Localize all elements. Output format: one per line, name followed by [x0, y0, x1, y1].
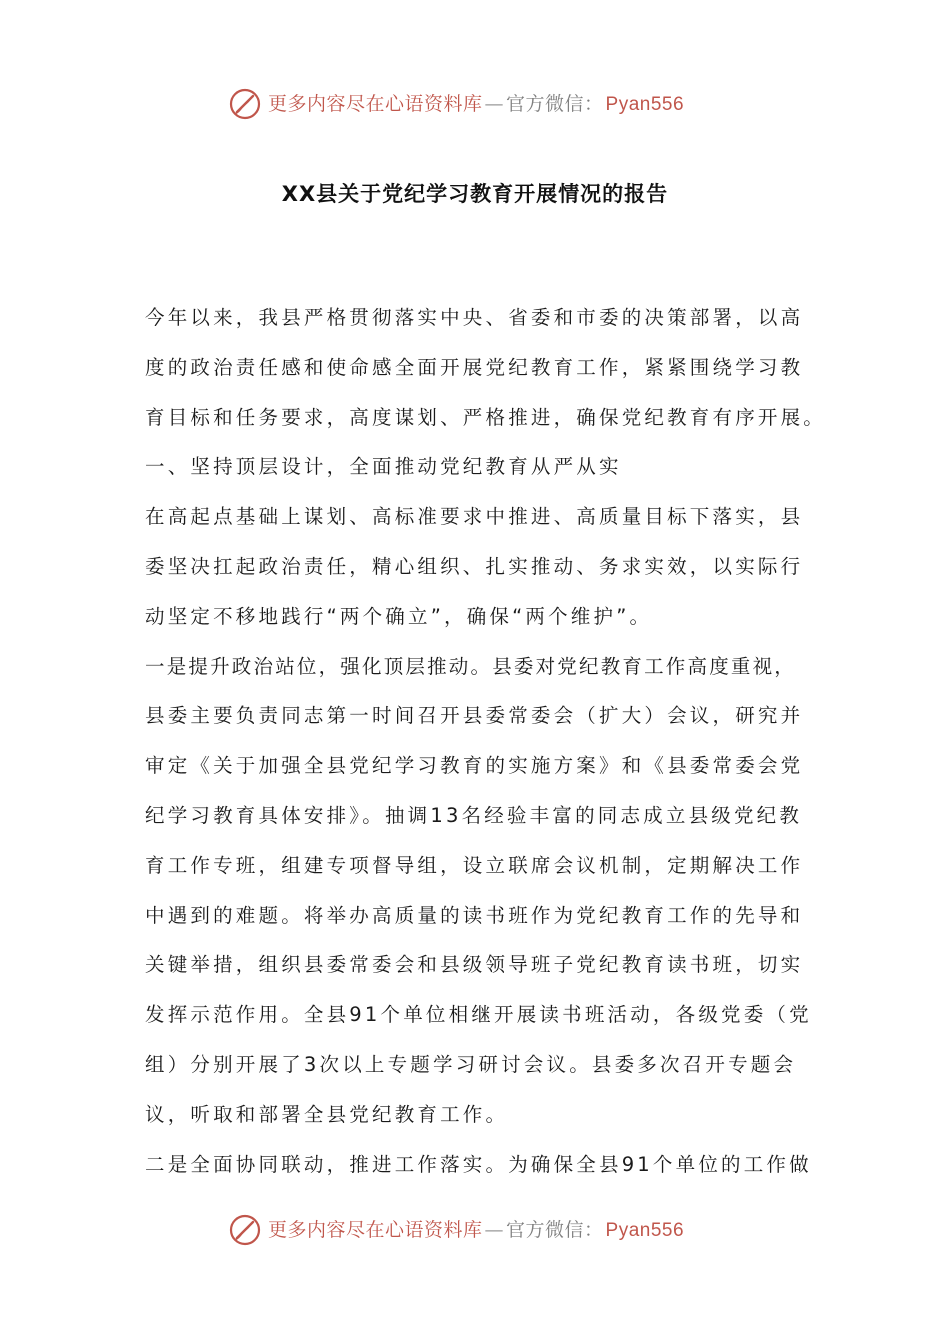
banner-tail-text: 官方微信：	[506, 92, 604, 115]
body-line: 育目标和任务要求，高度谋划、严格推进，确保党纪教育有序开展。	[145, 405, 827, 429]
banner-dash: —	[484, 1218, 505, 1241]
body-line: 二是全面协同联动，推进工作落实。为确保全县91个单位的工作做	[145, 1152, 812, 1176]
body-line: 育工作专班，组建专项督导组，设立联席会议机制，定期解决工作	[145, 853, 804, 877]
banner-text	[268, 1218, 685, 1241]
body-line: 度的政治责任感和使命感全面开展党纪教育工作，紧紧围绕学习教	[145, 355, 804, 379]
body-line: 委坚决扛起政治责任，精心组织、扎实推动、务求实效，以实际行	[145, 554, 804, 578]
banner-text	[268, 92, 685, 115]
body-line: 县委主要负责同志第一时间召开县委常委会（扩大）会议，研究并	[145, 704, 804, 728]
banner-lead-text: 更多内容尽在心语资料库	[268, 1218, 483, 1241]
quill-pen-icon	[228, 1213, 262, 1247]
banner-wechat-id: Pyan556	[605, 93, 685, 115]
body-line: 发挥示范作用。全县91个单位相继开展读书班活动，各级党委（党	[145, 1003, 812, 1027]
footer-watermark-banner	[228, 1210, 684, 1250]
quill-pen-icon	[228, 87, 262, 121]
body-line: 中遇到的难题。将举办高质量的读书班作为党纪教育工作的先导和	[145, 903, 804, 927]
document-body	[145, 300, 827, 1196]
body-line: 纪学习教育具体安排》。抽调13名经验丰富的同志成立县级党纪教	[145, 803, 803, 827]
document-title: XX县关于党纪学习教育开展情况的报告	[281, 182, 669, 206]
body-line: 组）分别开展了3次以上专题学习研讨会议。县委多次召开专题会	[145, 1052, 797, 1076]
body-line: 议，听取和部署全县党纪教育工作。	[145, 1102, 509, 1126]
body-line: 一是提升政治站位，强化顶层推动。县委对党纪教育工作高度重视，	[145, 654, 797, 678]
banner-tail-text: 官方微信：	[506, 1218, 604, 1241]
body-line: 今年以来，我县严格贯彻落实中央、省委和市委的决策部署，以高	[145, 306, 804, 329]
body-line: 动坚定不移地践行“两个确立”，确保“两个维护”。	[145, 604, 653, 628]
body-line: 在高起点基础上谋划、高标准要求中推进、高质量目标下落实，县	[145, 505, 804, 529]
header-watermark-banner	[228, 84, 684, 124]
banner-wechat-id: Pyan556	[605, 1219, 685, 1241]
banner-lead-text: 更多内容尽在心语资料库	[268, 92, 483, 115]
section-heading: 一、坚持顶层设计，全面推动党纪教育从严从实	[145, 455, 622, 479]
banner-dash: —	[484, 92, 505, 115]
body-line: 关键举措，组织县委常委会和县级领导班子党纪教育读书班，切实	[145, 953, 804, 977]
body-line: 审定《关于加强全县党纪学习教育的实施方案》和《县委常委会党	[145, 754, 804, 778]
